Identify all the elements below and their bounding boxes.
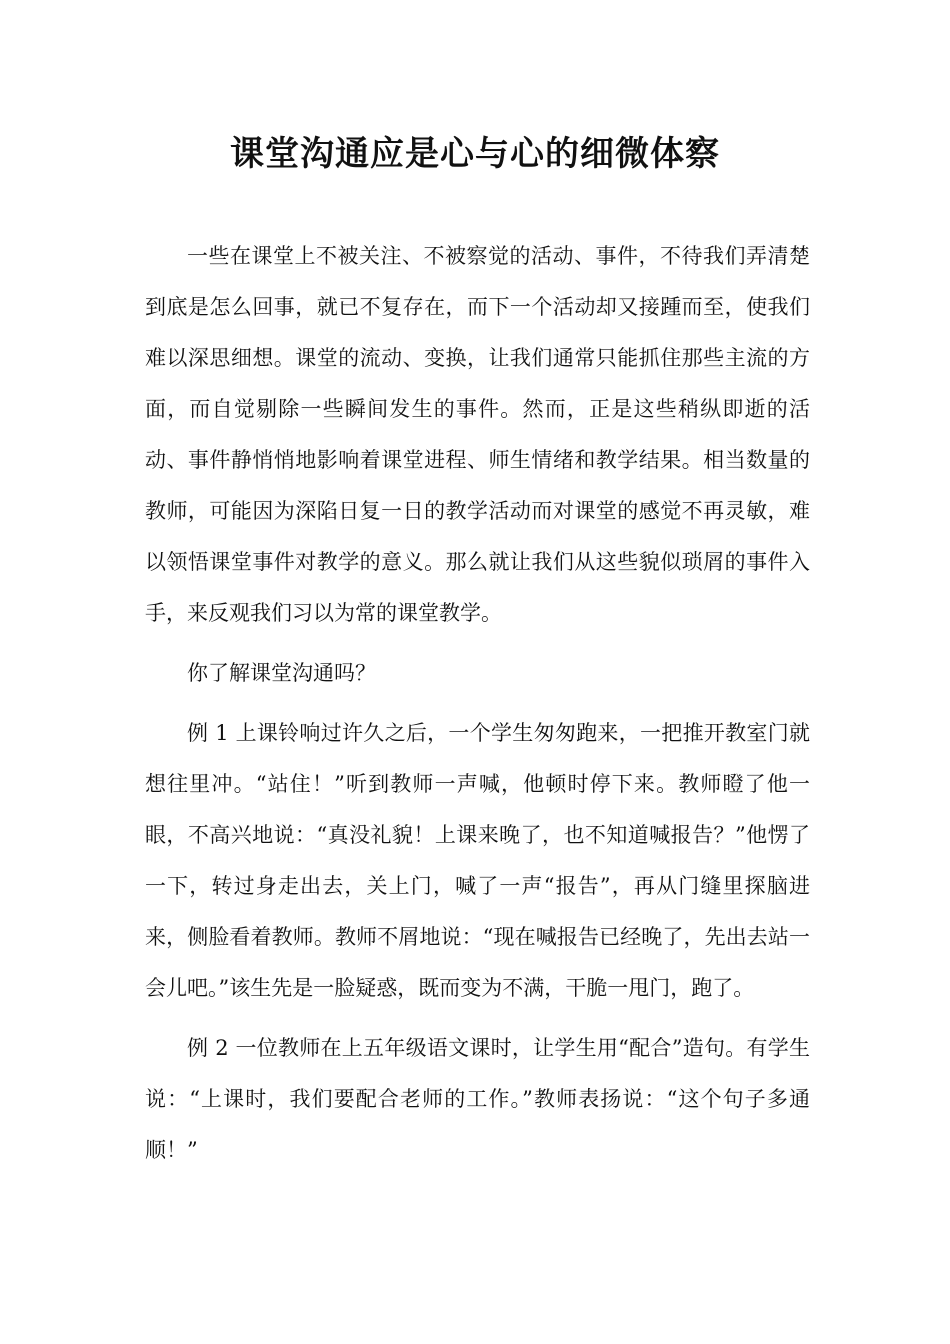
paragraph-question: 你了解课堂沟通吗？ bbox=[187, 661, 376, 685]
document-body bbox=[145, 231, 810, 1176]
document-title: 课堂沟通应是心与心的细微体察 bbox=[230, 134, 720, 174]
paragraph-intro: 一些在课堂上不被关注、不被察觉的活动、事件，不待我们弄清楚到底是怎么回事，就已不复存在，而下一个活动却又接踵而至，使我们难以深思细想。课堂的流动、变换，让我们通常只能抓住那些主流的方面，而自觉剔除一些瞬间发生的事件。然而，正是这些稍纵即逝的活动、事件静悄悄地影响着课堂进程、师生情绪和教学结果。相当数量的教师，可能因为深陷日复一日的教学活动而对课堂的感觉不再灵敏，难以领悟课堂事件对教学的意义。那么就让我们从这些貌似琐屑的事件入手，来反观我们习以为常的课堂教学。 bbox=[145, 244, 810, 625]
paragraph-example-1: 例 1 上课铃响过许久之后，一个学生匆匆跑来，一把推开教室门就想往里冲。“站住！”听到教师一声喊，他顿时停下来。教师瞪了他一眼，不高兴地说：“真没礼貌！上课来晚了，也不知道喊报告？”他愣了一下，转过身走出去，关上门，喊了一声“报告”，再从门缝里探脑进来，侧脸看着教师。教师不屑地说：“现在喊报告已经晚了，先出去站一会儿吧。”该生先是一脸疑惑，既而变为不满，干脆一甩门，跑了。 bbox=[145, 721, 810, 1000]
paragraph-example-2: 例 2 一位教师在上五年级语文课时，让学生用“配合”造句。有学生说：“上课时，我们要配合老师的工作。”教师表扬说：“这个句子多通顺！” bbox=[145, 1036, 810, 1162]
